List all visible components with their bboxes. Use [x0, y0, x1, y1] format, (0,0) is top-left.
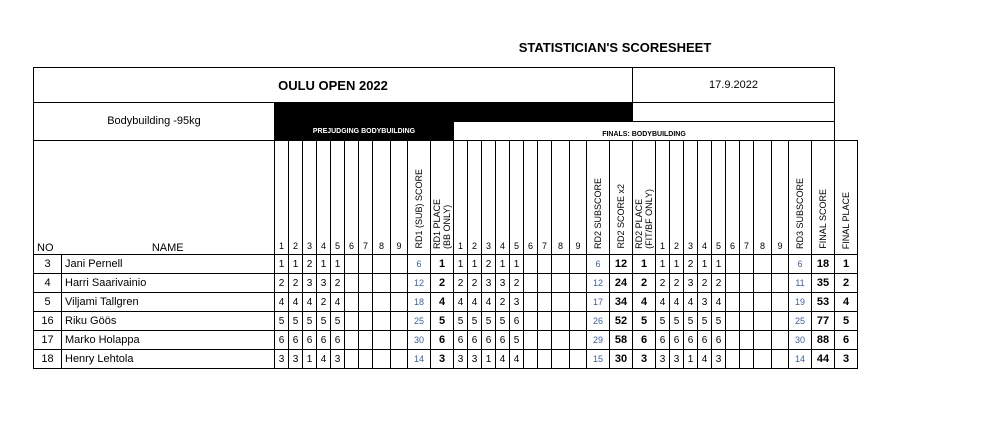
col-header-name: NAME [62, 141, 275, 255]
rd2-place: 2 [633, 274, 656, 293]
rd1-judge-1-score: 3 [275, 350, 289, 369]
rd3-judge-6-score [726, 293, 740, 312]
rd2-judge-6-score [524, 312, 538, 331]
category-label: Bodybuilding -95kg [34, 103, 275, 141]
rd3-judge-6-score [726, 274, 740, 293]
col-header-rd1-place-text-1: RD1 PLACE [432, 198, 442, 249]
col-header-final-score-text-1: FINAL SCORE [818, 189, 828, 249]
rd3-judge-9-score [772, 274, 789, 293]
rd2-judge-8-score [552, 274, 570, 293]
rd3-judge-6-score [726, 350, 740, 369]
rd1-judge-4-score: 2 [317, 293, 331, 312]
rd1-judge-3-score: 2 [303, 255, 317, 274]
rd3-judge-1-score: 6 [656, 331, 670, 350]
athlete-no: 4 [34, 274, 62, 293]
rd2-judge-3-score: 4 [482, 293, 496, 312]
col-header-final-place [835, 141, 858, 255]
rd2-judge-8-header: 8 [552, 141, 570, 255]
col-header-rd1-score [408, 141, 431, 255]
rd3-judge-7-score [740, 274, 754, 293]
rd2-subscore: 17 [587, 293, 610, 312]
col-header-rd3-subscore-text-1: RD3 SUBSCORE [795, 177, 805, 249]
rd3-judge-3-score: 1 [684, 350, 698, 369]
final-place: 1 [835, 255, 858, 274]
rd2-judge-2-score: 1 [468, 255, 482, 274]
rd1-judge-3-score: 1 [303, 350, 317, 369]
rd2-judge-1-score: 5 [454, 312, 468, 331]
rd3-judge-8-score [754, 255, 772, 274]
rd2-judge-1-score: 6 [454, 331, 468, 350]
final-score: 35 [812, 274, 835, 293]
rd2-judge-7-score [538, 293, 552, 312]
rd3-judge-8-score [754, 350, 772, 369]
rd3-judge-9-score [772, 331, 789, 350]
rd3-judge-7-score [740, 350, 754, 369]
rd2-judge-7-header: 7 [538, 141, 552, 255]
rd2-place: 4 [633, 293, 656, 312]
final-place: 6 [835, 331, 858, 350]
rd1-judge-5-score: 6 [331, 331, 345, 350]
rd2-judge-9-score [570, 274, 587, 293]
rd1-judge-7-score [359, 331, 373, 350]
rd1-judge-7-score [359, 255, 373, 274]
date-spacer [633, 103, 835, 122]
rd1-judge-5-score: 5 [331, 312, 345, 331]
rd1-judge-7-header: 7 [359, 141, 373, 255]
rd2-judge-6-score [524, 293, 538, 312]
rd1-judge-3-header: 3 [303, 141, 317, 255]
rd1-judge-9-score [391, 331, 408, 350]
rd2-judge-4-score: 5 [496, 312, 510, 331]
rd2-place: 6 [633, 331, 656, 350]
rd1-judge-2-score: 4 [289, 293, 303, 312]
rd3-judge-8-score [754, 293, 772, 312]
rd2-score: 24 [610, 274, 633, 293]
rd3-judge-4-score: 1 [698, 255, 712, 274]
rd3-judge-3-score: 2 [684, 255, 698, 274]
rd3-judge-1-score: 2 [656, 274, 670, 293]
rd2-judge-2-score: 6 [468, 331, 482, 350]
rd3-judge-8-header: 8 [754, 141, 772, 255]
rd1-judge-2-score: 1 [289, 255, 303, 274]
rd3-judge-2-score: 3 [670, 350, 684, 369]
rd1-judge-7-score [359, 350, 373, 369]
rd2-judge-2-score: 4 [468, 293, 482, 312]
athlete-name: Henry Lehtola [62, 350, 275, 369]
prejudging-label: PREJUDGING BODYBUILDING [275, 122, 454, 141]
rd2-score: 52 [610, 312, 633, 331]
rd1-score: 14 [408, 350, 431, 369]
rd1-judge-6-score [345, 350, 359, 369]
table-row [34, 274, 858, 293]
athlete-name: Marko Holappa [62, 331, 275, 350]
rd3-judge-3-score: 4 [684, 293, 698, 312]
rd1-judge-3-score: 4 [303, 293, 317, 312]
rd2-judge-4-score: 3 [496, 274, 510, 293]
rd2-score: 58 [610, 331, 633, 350]
rd2-judge-4-score: 4 [496, 350, 510, 369]
rd2-judge-2-score: 5 [468, 312, 482, 331]
rd3-subscore: 14 [789, 350, 812, 369]
rd2-score: 30 [610, 350, 633, 369]
sheet-title: STATISTICIAN'S SCORESHEET [518, 40, 712, 55]
rd2-subscore: 26 [587, 312, 610, 331]
rd1-judge-1-score: 6 [275, 331, 289, 350]
rd1-judge-2-score: 3 [289, 350, 303, 369]
athlete-name: Viljami Tallgren [62, 293, 275, 312]
rd2-judge-5-score: 6 [510, 312, 524, 331]
final-place: 4 [835, 293, 858, 312]
rd2-place: 5 [633, 312, 656, 331]
rd3-judge-2-score: 2 [670, 274, 684, 293]
rd2-judge-1-score: 4 [454, 293, 468, 312]
rd1-judge-6-score [345, 331, 359, 350]
rd2-judge-8-score [552, 312, 570, 331]
rd3-judge-8-score [754, 274, 772, 293]
rd3-judge-6-score [726, 255, 740, 274]
col-header-rd3-subscore [789, 141, 812, 255]
rd1-judge-7-score [359, 293, 373, 312]
rd3-judge-4-header: 4 [698, 141, 712, 255]
rd1-judge-3-score: 6 [303, 331, 317, 350]
rd3-judge-9-score [772, 350, 789, 369]
rd2-judge-4-score: 1 [496, 255, 510, 274]
rd2-judge-3-score: 5 [482, 312, 496, 331]
rd3-judge-5-score: 2 [712, 274, 726, 293]
rd1-judge-9-score [391, 255, 408, 274]
rd1-place: 5 [431, 312, 454, 331]
rd2-judge-1-score: 1 [454, 255, 468, 274]
rd3-judge-1-header: 1 [656, 141, 670, 255]
rd1-judge-9-score [391, 293, 408, 312]
rd2-judge-8-score [552, 293, 570, 312]
rd2-judge-2-score: 3 [468, 350, 482, 369]
rd1-judge-3-score: 5 [303, 312, 317, 331]
final-score: 77 [812, 312, 835, 331]
rd1-judge-8-score [373, 350, 391, 369]
rd1-judge-2-score: 2 [289, 274, 303, 293]
prejudging-header-bar [275, 103, 633, 122]
rd3-judge-5-score: 1 [712, 255, 726, 274]
rd1-judge-4-score: 5 [317, 312, 331, 331]
rd1-judge-5-score: 4 [331, 293, 345, 312]
rd3-judge-1-score: 4 [656, 293, 670, 312]
rd1-judge-3-score: 3 [303, 274, 317, 293]
table-row [34, 350, 858, 369]
rd1-judge-6-score [345, 255, 359, 274]
final-place: 2 [835, 274, 858, 293]
col-header-no: NO [34, 141, 62, 255]
rd2-judge-3-score: 6 [482, 331, 496, 350]
rd1-judge-6-score [345, 293, 359, 312]
rd1-score: 12 [408, 274, 431, 293]
col-header-rd2-subscore [587, 141, 610, 255]
table-row [34, 331, 858, 350]
col-header-final-score [812, 141, 835, 255]
rd2-subscore: 15 [587, 350, 610, 369]
rd3-judge-5-score: 4 [712, 293, 726, 312]
col-header-rd1-place-text-2: (BB ONLY) [442, 204, 452, 249]
rd1-judge-8-score [373, 293, 391, 312]
table-row [34, 293, 858, 312]
rd3-judge-9-score [772, 255, 789, 274]
col-header-rd2-score [610, 141, 633, 255]
rd1-place: 2 [431, 274, 454, 293]
rd1-judge-4-score: 1 [317, 255, 331, 274]
rd1-judge-9-score [391, 350, 408, 369]
rd2-judge-8-score [552, 255, 570, 274]
rd3-judge-4-score: 3 [698, 293, 712, 312]
rd2-judge-7-score [538, 331, 552, 350]
rd3-judge-7-score [740, 331, 754, 350]
final-score: 44 [812, 350, 835, 369]
rd2-judge-6-score [524, 255, 538, 274]
rd1-judge-6-score [345, 312, 359, 331]
col-header-rd1-place [431, 141, 454, 255]
rd2-judge-1-header: 1 [454, 141, 468, 255]
rd1-judge-4-header: 4 [317, 141, 331, 255]
rd2-judge-3-score: 2 [482, 255, 496, 274]
rd2-judge-9-score [570, 331, 587, 350]
rd2-judge-2-header: 2 [468, 141, 482, 255]
rd3-subscore: 19 [789, 293, 812, 312]
athlete-no: 17 [34, 331, 62, 350]
rd2-judge-9-header: 9 [570, 141, 587, 255]
rd3-judge-3-header: 3 [684, 141, 698, 255]
col-header-rd2-score-text-1: RD2 SCORE x2 [616, 184, 626, 249]
rd3-judge-6-score [726, 312, 740, 331]
table-row [34, 312, 858, 331]
rd1-judge-1-score: 2 [275, 274, 289, 293]
rd2-subscore: 6 [587, 255, 610, 274]
rd1-judge-4-score: 6 [317, 331, 331, 350]
athlete-no: 16 [34, 312, 62, 331]
rd2-judge-5-score: 4 [510, 350, 524, 369]
rd2-judge-6-score [524, 274, 538, 293]
athlete-name: Harri Saarivainio [62, 274, 275, 293]
rd2-place: 1 [633, 255, 656, 274]
col-header-rd2-place [633, 141, 656, 255]
rd2-judge-7-score [538, 312, 552, 331]
rd1-judge-8-score [373, 331, 391, 350]
rd3-judge-8-score [754, 312, 772, 331]
rd2-judge-5-score: 2 [510, 274, 524, 293]
rd2-judge-7-score [538, 274, 552, 293]
rd2-subscore: 29 [587, 331, 610, 350]
rd3-judge-2-score: 1 [670, 255, 684, 274]
rd1-judge-5-score: 2 [331, 274, 345, 293]
rd3-judge-9-header: 9 [772, 141, 789, 255]
rd2-judge-4-header: 4 [496, 141, 510, 255]
rd3-judge-5-score: 5 [712, 312, 726, 331]
rd3-judge-5-header: 5 [712, 141, 726, 255]
rd1-judge-2-header: 2 [289, 141, 303, 255]
event-title: OULU OPEN 2022 [34, 68, 633, 103]
rd1-judge-8-score [373, 312, 391, 331]
rd2-judge-3-score: 1 [482, 350, 496, 369]
rd2-judge-9-score [570, 312, 587, 331]
rd3-judge-9-score [772, 312, 789, 331]
rd1-place: 3 [431, 350, 454, 369]
rd3-subscore: 11 [789, 274, 812, 293]
rd3-subscore: 30 [789, 331, 812, 350]
rd2-judge-3-header: 3 [482, 141, 496, 255]
rd3-judge-6-header: 6 [726, 141, 740, 255]
table-row [34, 255, 858, 274]
rd3-judge-4-score: 2 [698, 274, 712, 293]
rd1-judge-5-header: 5 [331, 141, 345, 255]
rd3-judge-5-score: 6 [712, 331, 726, 350]
rd1-judge-5-score: 3 [331, 350, 345, 369]
rd1-judge-1-score: 4 [275, 293, 289, 312]
rd1-judge-9-score [391, 312, 408, 331]
athlete-no: 5 [34, 293, 62, 312]
col-header-final-place-text-1: FINAL PLACE [841, 191, 851, 249]
rd3-judge-3-score: 3 [684, 274, 698, 293]
rd2-judge-5-score: 5 [510, 331, 524, 350]
rd3-subscore: 25 [789, 312, 812, 331]
rd2-subscore: 12 [587, 274, 610, 293]
rd1-judge-4-score: 4 [317, 350, 331, 369]
rd3-judge-7-score [740, 255, 754, 274]
rd2-place: 3 [633, 350, 656, 369]
rd3-judge-7-score [740, 312, 754, 331]
final-score: 18 [812, 255, 835, 274]
rd1-score: 30 [408, 331, 431, 350]
finals-label: FINALS: BODYBUILDING [454, 122, 835, 141]
rd2-judge-6-score [524, 331, 538, 350]
rd3-judge-3-score: 5 [684, 312, 698, 331]
rd3-judge-3-score: 6 [684, 331, 698, 350]
rd1-judge-6-header: 6 [345, 141, 359, 255]
rd1-judge-6-score [345, 274, 359, 293]
rd1-judge-1-score: 5 [275, 312, 289, 331]
rd3-judge-9-score [772, 293, 789, 312]
rd1-place: 1 [431, 255, 454, 274]
rd1-judge-2-score: 6 [289, 331, 303, 350]
rd2-judge-2-score: 2 [468, 274, 482, 293]
rd2-judge-5-header: 5 [510, 141, 524, 255]
rd3-judge-4-score: 6 [698, 331, 712, 350]
athlete-no: 18 [34, 350, 62, 369]
col-header-rd2-subscore-text-1: RD2 SUBSCORE [593, 177, 603, 249]
col-header-rd2-place-text-1: RD2 PLACE [634, 198, 644, 249]
col-header-rd1-score-text-1: RD1 (SUB) SCORE [414, 169, 424, 249]
rd3-judge-7-score [740, 293, 754, 312]
rd3-judge-8-score [754, 331, 772, 350]
rd1-judge-9-header: 9 [391, 141, 408, 255]
rd1-judge-4-score: 3 [317, 274, 331, 293]
rd3-judge-4-score: 4 [698, 350, 712, 369]
rd2-judge-4-score: 2 [496, 293, 510, 312]
rd3-judge-7-header: 7 [740, 141, 754, 255]
final-place: 5 [835, 312, 858, 331]
rd2-judge-5-score: 1 [510, 255, 524, 274]
rd3-judge-2-score: 4 [670, 293, 684, 312]
rd1-judge-7-score [359, 312, 373, 331]
rd3-judge-2-header: 2 [670, 141, 684, 255]
rd1-score: 18 [408, 293, 431, 312]
rd1-place: 4 [431, 293, 454, 312]
final-score: 53 [812, 293, 835, 312]
rd1-judge-7-score [359, 274, 373, 293]
rd2-judge-7-score [538, 255, 552, 274]
final-score: 88 [812, 331, 835, 350]
rd3-judge-2-score: 5 [670, 312, 684, 331]
rd1-judge-2-score: 5 [289, 312, 303, 331]
rd3-judge-1-score: 1 [656, 255, 670, 274]
rd1-judge-1-header: 1 [275, 141, 289, 255]
rd1-judge-8-score [373, 274, 391, 293]
scoresheet-table [33, 67, 858, 369]
rd2-judge-1-score: 2 [454, 274, 468, 293]
col-header-rd2-place-text-2: (FIT/BF ONLY) [644, 189, 654, 249]
rd3-judge-1-score: 3 [656, 350, 670, 369]
rd2-judge-7-score [538, 350, 552, 369]
rd2-judge-6-header: 6 [524, 141, 538, 255]
athlete-name: Jani Pernell [62, 255, 275, 274]
rd1-place: 6 [431, 331, 454, 350]
athlete-no: 3 [34, 255, 62, 274]
rd1-judge-8-header: 8 [373, 141, 391, 255]
rd2-judge-8-score [552, 350, 570, 369]
rd3-judge-5-score: 3 [712, 350, 726, 369]
final-place: 3 [835, 350, 858, 369]
rd1-score: 6 [408, 255, 431, 274]
event-date: 17.9.2022 [633, 68, 835, 103]
rd2-score: 12 [610, 255, 633, 274]
athlete-name: Riku Göös [62, 312, 275, 331]
rd3-judge-2-score: 6 [670, 331, 684, 350]
rd2-judge-9-score [570, 293, 587, 312]
rd3-judge-1-score: 5 [656, 312, 670, 331]
rd3-subscore: 6 [789, 255, 812, 274]
rd3-judge-4-score: 5 [698, 312, 712, 331]
rd2-judge-6-score [524, 350, 538, 369]
rd3-judge-6-score [726, 331, 740, 350]
rd2-score: 34 [610, 293, 633, 312]
rd1-score: 25 [408, 312, 431, 331]
rd1-judge-5-score: 1 [331, 255, 345, 274]
rd1-judge-9-score [391, 274, 408, 293]
rd2-judge-8-score [552, 331, 570, 350]
rd2-judge-9-score [570, 255, 587, 274]
rd2-judge-1-score: 3 [454, 350, 468, 369]
rd2-judge-5-score: 3 [510, 293, 524, 312]
rd2-judge-4-score: 6 [496, 331, 510, 350]
rd2-judge-3-score: 3 [482, 274, 496, 293]
rd2-judge-9-score [570, 350, 587, 369]
rd1-judge-1-score: 1 [275, 255, 289, 274]
rd1-judge-8-score [373, 255, 391, 274]
